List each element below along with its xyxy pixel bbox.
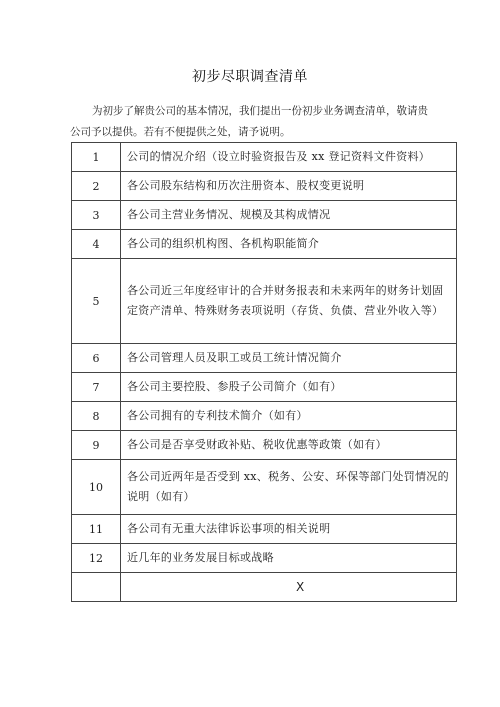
item-description: 各公司管理人员及职工或员工统计情况简介 <box>121 344 457 373</box>
item-description: 各公司主要控股、参股子公司简介（如有） <box>121 373 457 402</box>
document-title: 初步尽职调查清单 <box>192 69 308 85</box>
table-row <box>72 544 457 573</box>
intro-line-2: 公司予以提供。若有不便提供之处，请予说明。 <box>70 126 291 138</box>
item-number: 10 <box>72 460 121 515</box>
intro-line-1: 为初步了解贵公司的基本情况，我们提出一份初步业务调查清单，敬请贵 <box>92 105 428 117</box>
item-number: 1 <box>72 143 121 172</box>
item-number: 6 <box>72 344 121 373</box>
table-row <box>72 259 457 344</box>
table-row <box>72 431 457 460</box>
item-description: 各公司近两年是否受到 xx、税务、公安、环保等部门处罚情况的说明（如有） <box>121 460 457 515</box>
table-row <box>72 172 457 201</box>
item-number: 2 <box>72 172 121 201</box>
table-row <box>72 230 457 259</box>
table-row <box>72 143 457 172</box>
item-number: 7 <box>72 373 121 402</box>
item-number: 3 <box>72 201 121 230</box>
item-description-empty <box>121 573 457 602</box>
item-description: 各公司是否享受财政补贴、税收优惠等政策（如有） <box>121 431 457 460</box>
footer-mark: X <box>296 580 305 594</box>
item-description: 近几年的业务发展目标或战略 <box>121 544 457 573</box>
item-number: 12 <box>72 544 121 573</box>
item-description: 各公司有无重大法律诉讼事项的相关说明 <box>121 515 457 544</box>
table-row <box>72 201 457 230</box>
item-description: 各公司的组织机构图、各机构职能简介 <box>121 230 457 259</box>
item-number-empty <box>72 573 121 602</box>
table-row <box>72 515 457 544</box>
table-row-empty <box>72 573 457 602</box>
table-row <box>72 373 457 402</box>
item-description: 各公司拥有的专利技术简介（如有） <box>121 402 457 431</box>
table-row <box>72 460 457 515</box>
item-number: 9 <box>72 431 121 460</box>
table-row <box>72 402 457 431</box>
item-number: 8 <box>72 402 121 431</box>
table-row <box>72 344 457 373</box>
item-description: 各公司近三年度经审计的合并财务报表和未来两年的财务计划固定资产清单、特殊财务表项说明（存货、负债、营业外收入等） <box>121 259 457 344</box>
item-number: 4 <box>72 230 121 259</box>
item-description: 各公司股东结构和历次注册资本、股权变更说明 <box>121 172 457 201</box>
item-number: 5 <box>72 259 121 344</box>
item-description: 公司的情况介绍（设立时验资报告及 xx 登记资料文件资料） <box>121 143 457 172</box>
checklist-table <box>71 142 457 602</box>
item-number: 11 <box>72 515 121 544</box>
item-description: 各公司主营业务情况、规模及其构成情况 <box>121 201 457 230</box>
intro-paragraph <box>70 101 440 143</box>
